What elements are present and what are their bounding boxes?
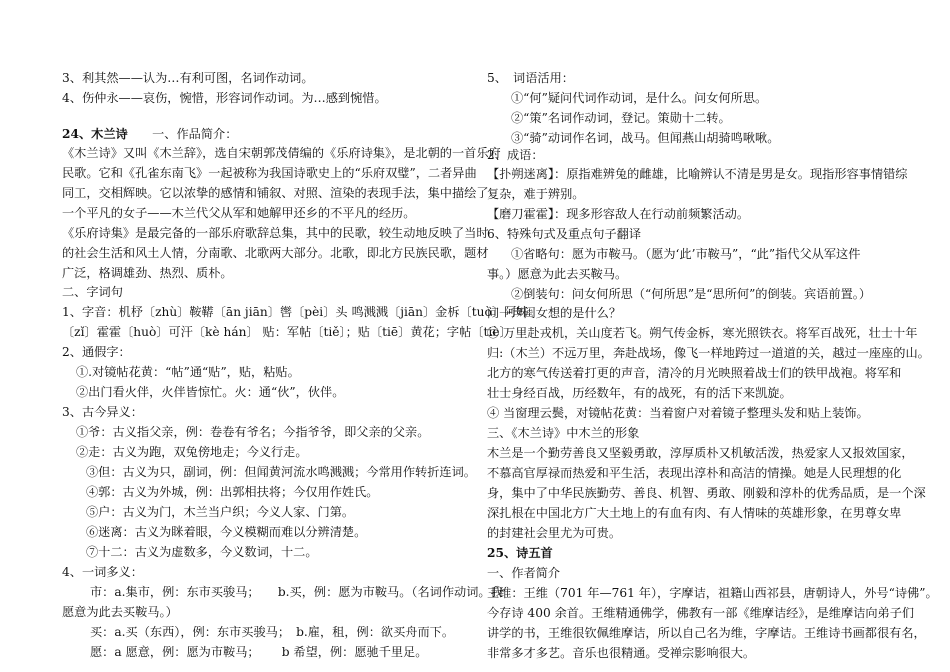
text-line: 5、 词语活用： [487, 71, 574, 85]
text-line: ⑥迷离：古义为眯着眼，今义模糊而难以分辨清楚。 [86, 525, 367, 539]
text-line: 王维：王维（701 年—761 年），字摩诘，祖籍山西祁县，唐朝诗人，外号“诗佛”。 [487, 586, 938, 600]
text-line: ②走：古义为跑，双兔傍地走；今义行走。 [76, 445, 308, 459]
text-line: 事。）愿意为此去买鞍马。 [487, 267, 628, 281]
text-line: ①爷：古义指父亲，例：卷卷有爷名；今指爷爷，即父亲的父亲。 [76, 425, 430, 439]
text-line: 愿意为此去买鞍马。） [62, 605, 178, 619]
text-line: 壮士身经百战，历经数年，有的战死，有的活下来凯旋。 [487, 386, 792, 400]
text-line: 【扑朔迷离】：原指难辨兔的雌雄，比喻辨认不清是男是女。现指形容事情错综 [487, 167, 908, 181]
text-line: ①省略句：愿为市鞍马。（愿为‘此’市鞍马”，“此”指代父从军这件 [511, 247, 861, 261]
text-line: 不慕高官厚禄而热爱和平生活，表现出淳朴和高洁的情操。她是人民理想的化 [487, 466, 902, 480]
text-line: 木兰是一个勤劳善良又坚毅勇敢，淳厚质朴又机敏活泼，热爱家人又报效国家， [487, 446, 914, 460]
text-line: 买：a.买（东西），例：东市买骏马； b.雇，租，例：欲买舟而下。 [90, 625, 455, 639]
text-line: 民歌。它和《孔雀东南飞》一起被称为我国诗歌史上的“乐府双璧”，二者异曲 [62, 166, 477, 180]
text-line: 身，集中了中华民族勤劳、善良、机智、勇敢、刚毅和淳朴的优秀品质，是一个深 [487, 486, 926, 500]
text-line: 4、伤仲永——哀伤，惋惜，形容词作动词。为…感到惋惜。 [62, 91, 387, 105]
text-line: 3、利其然——认为…有利可图，名词作动词。 [62, 71, 314, 85]
text-line: 2、成语： [487, 148, 544, 162]
text-line: 一个平凡的女子——木兰代父从军和她解甲还乡的不平凡的经历。 [62, 206, 416, 220]
heading-rest: 一、作品简介： [127, 127, 238, 141]
section-heading: 24、木兰诗 [62, 127, 128, 141]
text-line: ③ 万里赴戎机，关山度若飞。朔气传金柝，寒光照铁衣。将军百战死，壮士十年 [487, 326, 918, 340]
text-line [62, 126, 237, 143]
text-line: 4、一词多义： [62, 565, 143, 579]
text-line: 今存诗 400 余首。王维精通佛学，佛教有一部《维摩诘经》，是维摩诘向弟子们 [487, 606, 915, 620]
text-line: 一、作者简介 [487, 566, 561, 580]
text-line: 归:（木兰）不远万里，奔赴战场，像飞一样地跨过一道道的关，越过一座座的山。 [487, 346, 930, 360]
text-line: 〔zǐ〕霍霍〔huò〕可汗〔kè hán〕 贴：军帖〔tiě〕；贴〔tiē〕黄花；字帖〔tiè〕 [62, 325, 512, 339]
text-line: 二、字词句 [62, 285, 123, 299]
text-line: 的社会生活和风土人情，分南歌、北歌两大部分。北歌，即北方民族民歌，题材 [62, 246, 489, 260]
text-line: 6、特殊句式及重点句子翻译 [487, 227, 642, 241]
text-line: 愿：a 愿意，例：愿为市鞍马； b 希望，例：愿驰千里足。 [90, 645, 428, 659]
text-line: ④ 当窗理云鬓，对镜帖花黄：当着窗户对着镜子整理头发和贴上装饰。 [487, 406, 869, 420]
text-line [487, 545, 553, 562]
text-line: ①.对镜帖花黄：“帖”通“贴”，贴，粘贴。 [76, 365, 300, 379]
text-line: 市：a.集市，例：东市买骏马； b.买，例：愿为市鞍马。（名词作动词。我 [90, 585, 503, 599]
text-line: 非常多才多艺。音乐也很精通。受禅宗影响很大。 [487, 646, 756, 660]
text-line: 深扎根在中国北方广大土地上的有血有肉、有人情味的英雄形象，在男尊女卑 [487, 506, 902, 520]
text-line: ⑦十二：古义为虚数多，今义数词，十二。 [86, 545, 318, 559]
text-line: 讲学的书，王维很钦佩维摩诘，所以自己名为维，字摩诘。王维诗书画都很有名， [487, 626, 926, 640]
text-line: ①“何”疑问代词作动词，是什么。问女何所思。 [511, 91, 768, 105]
text-line: 三、《木兰诗》中木兰的形象 [487, 426, 640, 440]
text-line: 2、通假字： [62, 345, 131, 359]
text-line: ⑤户：古义为门，木兰当户织；今义人家、门第。 [86, 505, 355, 519]
text-line: 《乐府诗集》是最完备的一部乐府歌辞总集，其中的民歌，较生动地反映了当时 [62, 226, 489, 240]
text-line: 北方的寒气传送着打更的声音，清冷的月光映照着战士们的铁甲战袍。将军和 [487, 366, 902, 380]
text-line: 广泛，格调雄劲、热烈、质朴。 [62, 266, 233, 280]
text-line: 的封建社会里尤为可贵。 [487, 526, 622, 540]
text-line: ③但：古义为只，副词，例：但闻黄河流水鸣溅溅；今常用作转折连词。 [86, 465, 476, 479]
text-line: 3、古今异义： [62, 405, 143, 419]
text-line: 1、字音：机杼〔zhù〕鞍鞯〔ān jiān〕辔〔pèi〕头 鸣溅溅〔jiān〕金柝〔tuò〕阿姊 [62, 305, 529, 319]
text-line: 问一声闺女想的是什么？ [487, 306, 622, 320]
text-line: ④郭：古义为外城，例：出郭相扶将；今仅用作姓氏。 [86, 485, 379, 499]
text-line: 【磨刀霍霍】：现多形容敌人在行动前频繁活动。 [487, 207, 750, 221]
text-line: 复杂，难于辨别。 [487, 187, 585, 201]
text-line: ②“策”名词作动词，登记。策勋十二转。 [511, 111, 731, 125]
text-line: ②倒装句：问女何所思（“何所思”是“思所何”的倒装。宾语前置。） [511, 287, 872, 301]
text-line: 《木兰诗》又叫《木兰辞》，选自宋朝郭茂倩编的《乐府诗集》，是北朝的一首乐府 [62, 146, 501, 160]
text-line: ③“骑”动词作名词，战马。但闻燕山胡骑鸣啾啾。 [511, 131, 780, 145]
section-heading: 25、诗五首 [487, 546, 553, 560]
text-line: ②出门看火伴，火伴皆惊忙。火：通“伙”，伙伴。 [76, 385, 345, 399]
text-line: 同工，交相辉映。它以浓挚的感情和铺叙、对照、渲染的表现手法，集中描绘了 [62, 186, 489, 200]
